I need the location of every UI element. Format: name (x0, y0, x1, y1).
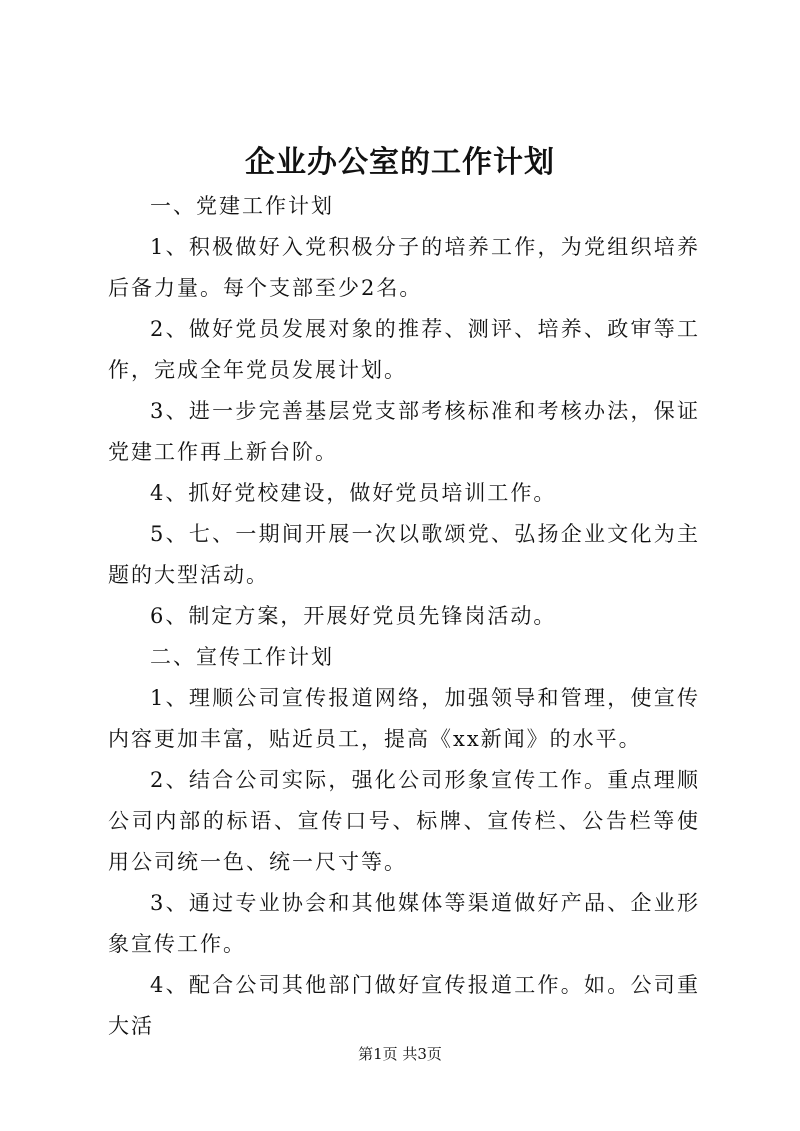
section-heading-party-building: 一、党建工作计划 (150, 194, 334, 218)
paragraph: 2、结合公司实际，强化公司形象宣传工作。重点理顺公司内部的标语、宣传口号、标牌、宣传栏、公告栏等使用公司统一色、统一尺寸等。 (108, 768, 700, 874)
paragraph: 1、积极做好入党积极分子的培养工作，为党组织培养后备力量。每个支部至少2名。 (108, 235, 700, 300)
paragraph: 1、理顺公司宣传报道网络，加强领导和管理，使宣传内容更加丰富，贴近员工，提高《xx新闻》的水平。 (108, 686, 700, 751)
page-number: 第1页 共3页 (358, 1045, 442, 1063)
paragraph: 5、七、一期间开展一次以歌颂党、弘扬企业文化为主题的大型活动。 (108, 522, 700, 587)
paragraph: 3、通过专业协会和其他媒体等渠道做好产品、企业形象宣传工作。 (108, 891, 700, 956)
paragraph: 6、制定方案，开展好党员先锋岗活动。 (150, 604, 557, 628)
document-title: 企业办公室的工作计划 (245, 145, 555, 180)
paragraph: 4、抓好党校建设，做好党员培训工作。 (150, 481, 557, 505)
paragraph: 3、进一步完善基层党支部考核标准和考核办法，保证党建工作再上新台阶。 (108, 399, 700, 464)
paragraph: 4、配合公司其他部门做好宣传报道工作。如。公司重大活 (108, 973, 700, 1038)
paragraph: 2、做好党员发展对象的推荐、测评、培养、政审等工作，完成全年党员发展计划。 (108, 317, 700, 382)
section-heading-publicity: 二、宣传工作计划 (150, 645, 334, 669)
document-body (108, 186, 700, 1047)
